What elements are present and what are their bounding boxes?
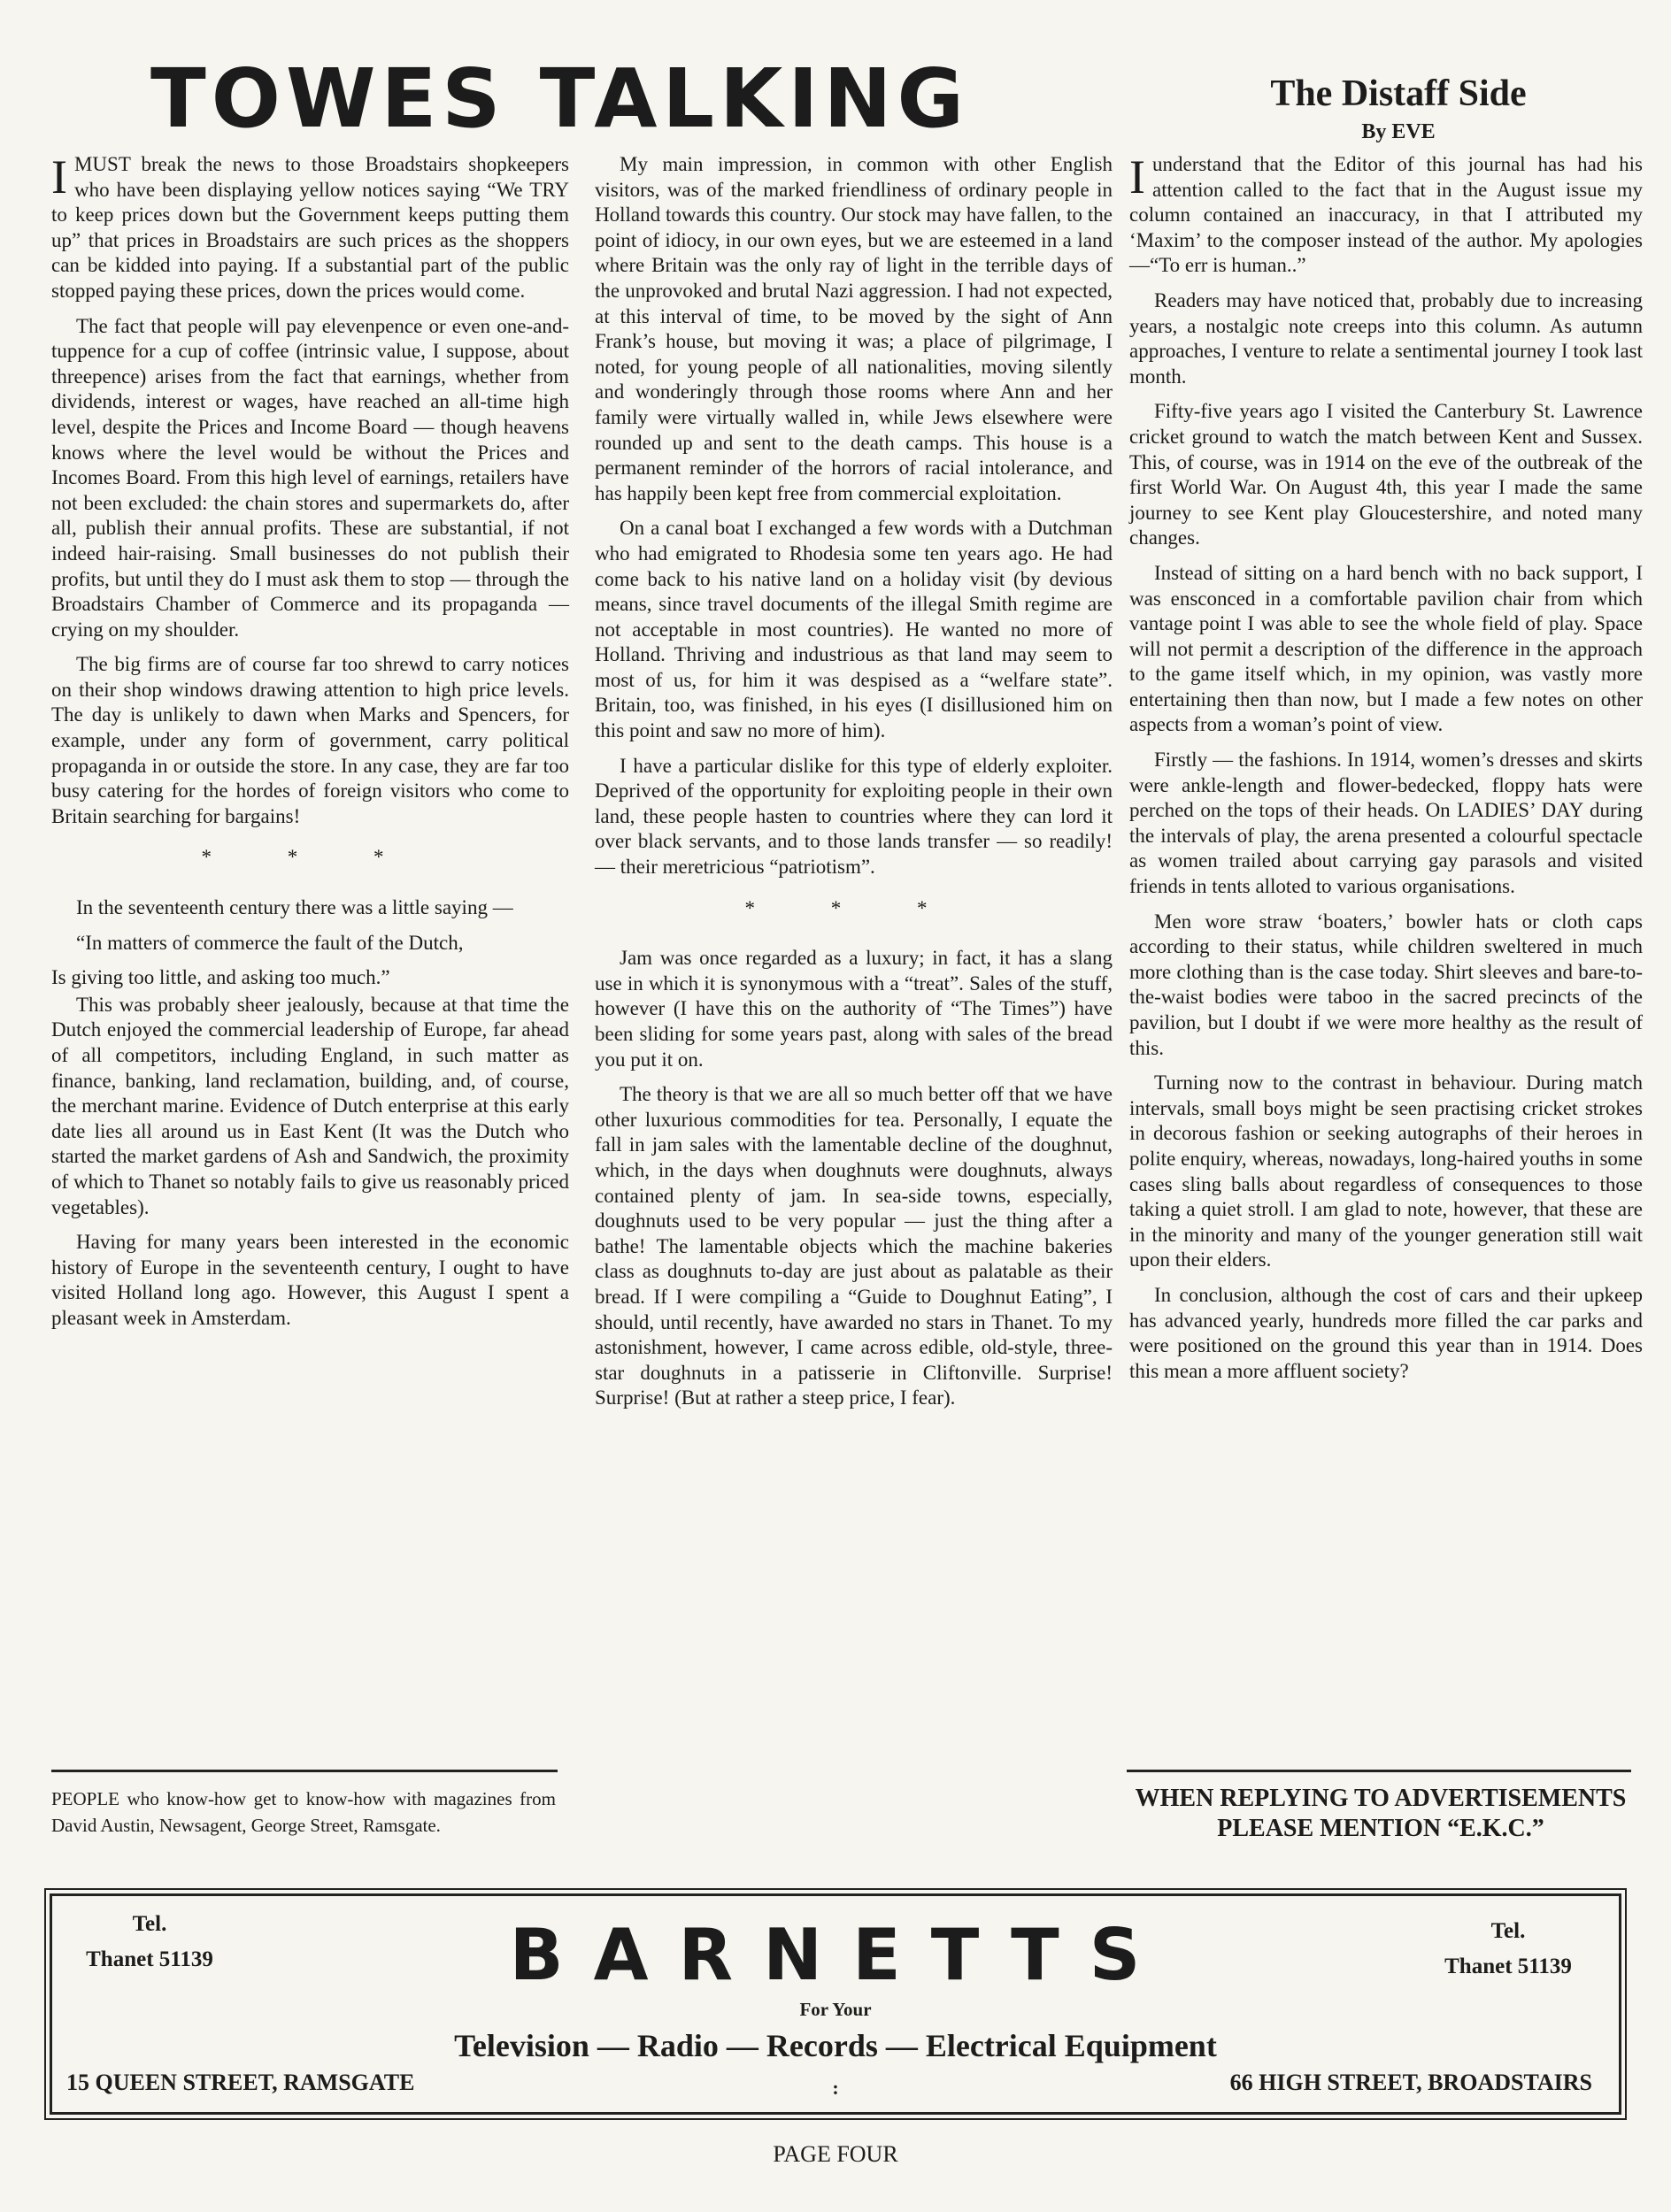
quoted-verse-line: “In matters of commerce the fault of the Dutch,	[76, 931, 464, 954]
ad-address-right: 66 HIGH STREET, BROADSTAIRS	[1229, 2070, 1592, 2095]
ad-separator: :	[832, 2077, 839, 2099]
paragraph-text: MUST break the news to those Broadstairs shopkeepers who have been displaying yellow notices saying “We TRY to keep prices down but the Government keeps putting them up” that prices in Broadstairs are such prices as the shoppers can be kidded into paying. If a substantial part of the public stopped paying these prices, down the prices would come.	[51, 153, 569, 302]
article-paragraph: This was probably sheer jealously, because at that time the Dutch enjoyed the commercial leadership of Europe, far ahead of all competitors, including England, in such matter as finance, banking, land reclamation, building, and, of course, the merchant marine. Evidence of Dutch enterprise at this early date lies all around us in East Kent (It was the Dutch who started the market gardens of Ash and Sandwich, the proximity of which to Thanet so notably fails to give us reasonably priced vegetables).	[51, 993, 569, 1218]
replying-notice: WHEN REPLYING TO ADVERTISEMENTS PLEASE MENTION “E.K.C.”	[1135, 1785, 1627, 1842]
towes-column-2	[595, 152, 1113, 1421]
barnetts-advertisement	[50, 1893, 1621, 2115]
article-paragraph: In conclusion, although the cost of cars and their upkeep has advanced yearly, hundreds more filled the car parks and were positioned on the ground this year than in 1914. Does this mean a more affluent society?	[1129, 1283, 1643, 1382]
ad-telephone-left	[70, 1907, 229, 1978]
ad-business-name: BARNETTS	[509, 1914, 1171, 1996]
section-divider-stars: * * *	[201, 846, 420, 869]
towes-column-1	[51, 152, 569, 1341]
article-paragraph: The big firms are of course far too shrewd to carry notices on their shop windows drawing attention to high price levels. The day is unlikely to dawn when Marks and Spencers, for example, under any form of government, carry political propaganda in or outside the store. In any case, they are far too busy catering for the hordes of foreign visitors who come to Britain searching for bargains!	[51, 653, 569, 827]
ad-tel-number: Thanet 51139	[86, 1947, 213, 1971]
people-notice: PEOPLE who know-how get to know-how with magazines from David Austin, Newsagent, George Street, Ramsgate.	[51, 1788, 556, 1836]
column-title-distaff-side: The Distaff Side	[1270, 73, 1527, 114]
article-paragraph: Men wore straw ‘boaters,’ bowler hats or cloth caps according to their status, while children sweltered in much more clothing than is the case today. Shirt sleeves and bare-to-the-waist bodies were taboo in the sacred precincts of the pavilion, but I doubt if we were more healthy as the result of this.	[1129, 910, 1643, 1059]
article-paragraph: In the seventeenth century there was a little saying —	[76, 896, 513, 919]
article-paragraph: My main impression, in common with other English visitors, was of the marked friendliness of ordinary people in Holland towards this country. Our stock may have fallen, to the point of idiocy, in our own eyes, but we are esteemed in a land where Britain was the only ray of light in the terrible days of the unprovoked and brutal Nazi aggression. I had not expected, at this interval of time, to be moved by the sight of Ann Frank’s house, but moving it was; a place of pilgrimage, I noted, for young people of all nationalities, moving silently and wonderingly through those rooms where Ann and her family were virtually walled in, while Jews elsewhere were rounded up and sent to the death camps. This house is a permanent reminder of the horrors of racial intolerance, and has happily been kept free from commercial exploitation.	[595, 153, 1113, 504]
article-paragraph: Jam was once regarded as a luxury; in fact, it has a slang use in which it is synonymous with a “treat”. Sales of the stuff, however (I have this on the authority of “The Times”) have been sliding for some years past, along with sales of the bread you put it on.	[595, 947, 1113, 1071]
article-paragraph: On a canal boat I exchanged a few words with a Dutchman who had emigrated to Rhodesia some ten years ago. He had come back to his native land on a holiday visit (by devious means, since travel documents of the illegal Smith regime are not acceptable in most countries). He wanted no more of Holland. Thriving and industrious as that land may seem to most of us, for him it was despised as a “welfare state”. Britain, too, was finished, in his eyes (I disillusioned him on this point and saw no more of him).	[595, 517, 1113, 742]
column-byline: By EVE	[1361, 120, 1436, 143]
article-paragraph: Having for many years been interested in the economic history of Europe in the seventeenth century, I ought to have visited Holland long ago. However, this August I spent a pleasant week in Amsterdam.	[51, 1231, 569, 1329]
paragraph-text: understand that the Editor of this journal has had his attention called to the fact that in the August issue my column contained an inaccuracy, in that I attributed my ‘Maxim’ to the composer instead of the author. My apologies—“To err is human..”	[1129, 153, 1643, 277]
drop-cap: I	[1129, 150, 1145, 204]
article-paragraph: Readers may have noticed that, probably due to increasing years, a nostalgic note creeps into this column. As autumn approaches, I venture to relate a sentimental journey I took last month.	[1129, 288, 1643, 388]
article-paragraph: The theory is that we are all so much better off that we have other luxurious commodities for tea. Personally, I equate the fall in jam sales with the lamentable decline of the doughnut, which, in the days when doughnuts were doughnuts, always contained plenty of jam. In sea-side towns, especially, doughnuts used to be very popular — just the thing after a bathe! The lamentable objects which the machine bakeries class as doughnuts to-day are just about as palatable as their bread. If I were compiling a “Guide to Doughnut Eating”, I should, until recently, have awarded no stars in Thanet. To my astonishment, however, I came across edible, old-style, three-star doughnuts in a patisserie in Cliftonville. Surprise! Surprise! (But at rather a steep price, I fear).	[595, 1083, 1113, 1409]
ad-for-your: For Your	[799, 1999, 872, 2020]
divider-rule	[1127, 1770, 1631, 1772]
article-paragraph: The fact that people will pay elevenpence or even one-and-tuppence for a cup of coffee (intrinsic value, I suppose, about threepence) arises from the fact that earnings, whether from dividends, interest or wages, have reached an all-time high level, despite the Prices and Income Board — though heavens knows where the level would be without the Prices and Incomes Board. From this high level of earnings, retailers have not been excluded: the chain stores and supermarkets do, after all, publish their annual profits. These are substantial, if not indeed hair-raising. Small businesses do not publish their profits, but until they do I must ask them to stop — through the Broadstairs Chamber of Commerce and its propaganda — crying on my shoulder.	[51, 314, 569, 641]
section-divider-stars: * * *	[744, 896, 963, 919]
article-paragraph: Firstly — the fashions. In 1914, women’s dresses and skirts were ankle-length and flower-bedecked, floppy hats were perched on the tops of their heads. On LADIES’ DAY during the intervals of play, the arena presented a colourful spectacle as women trailed about carrying gay parasols and visited friends in tents alloted to various organisations.	[1129, 749, 1643, 898]
ad-telephone-right	[1420, 1914, 1597, 1985]
column-title-towes-talking: TOWES TALKING	[150, 51, 970, 146]
article-paragraph: Fifty-five years ago I visited the Canterbury St. Lawrence cricket ground to watch the match between Kent and Sussex. This, of course, was in 1914 on the eve of the outbreak of the first World War. On August 4th, this year I made the same journey to see Kent play Gloucestershire, and noted many changes.	[1129, 400, 1643, 549]
ad-tel-label: Tel.	[1490, 1919, 1526, 1943]
article-paragraph: I have a particular dislike for this type of elderly exploiter. Deprived of the opportunity for exploiting people in their own land, these people hasten to countries where they can lord it over black servants, and to those lands transfer — so readily! — their meretricious “patriotism”.	[595, 754, 1113, 879]
divider-rule	[51, 1770, 558, 1772]
ad-services: Television — Radio — Records — Electrical Equipment	[454, 2028, 1217, 2063]
drop-cap: I	[51, 150, 67, 204]
article-paragraph: Instead of sitting on a hard bench with no back support, I was ensconced in a comfortable pavilion chair from which vantage point I was able to see the whole field of play. Space will not permit a description of the difference in the approach to the game itself which, in my opinion, was vastly more entertaining then than now, but I made a few notes on other aspects from a woman’s point of view.	[1129, 561, 1643, 736]
ad-tel-label: Tel.	[132, 1912, 167, 1936]
article-paragraph: Turning now to the contrast in behaviour. During match intervals, small boys might be seen practising cricket strokes in decorous fashion or seeking autographs of their heroes in polite enquiry, whereas, nowadays, long-haired youths in some cases sling balls about regardless of consequences to those taking a quiet stroll. I am glad to note, however, that these are in the minority and many of the younger generation still wait upon their elders.	[1129, 1071, 1643, 1271]
article-paragraph	[51, 152, 569, 304]
quoted-verse-line: Is giving too little, and asking too much.”	[51, 966, 390, 989]
ad-address-left: 15 QUEEN STREET, RAMSGATE	[66, 2070, 415, 2095]
distaff-column	[1129, 152, 1643, 1394]
page-number: PAGE FOUR	[773, 2141, 898, 2167]
ad-tel-number: Thanet 51139	[1444, 1955, 1572, 1978]
article-paragraph	[1129, 152, 1643, 279]
